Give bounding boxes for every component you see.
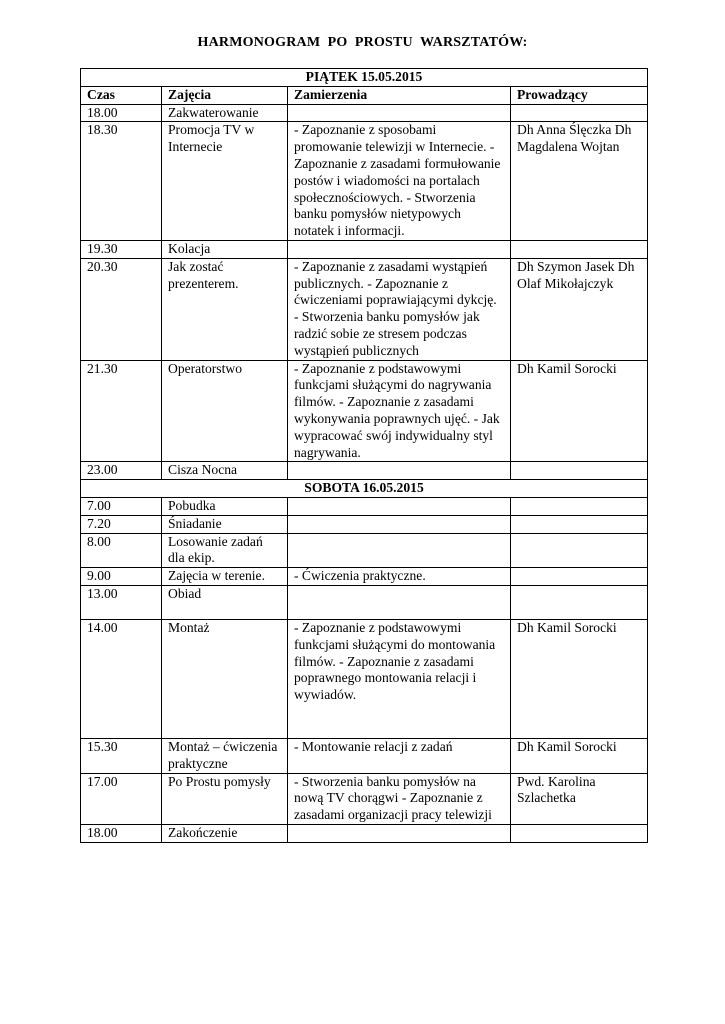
table-row: [81, 515, 648, 533]
leader-cell: [511, 585, 648, 619]
activity-cell: Operatorstwo: [162, 360, 288, 462]
leader-cell: Pwd. Karolina Szlachetka: [511, 773, 648, 824]
table-row: [81, 773, 648, 824]
leader-cell: [511, 824, 648, 842]
leader-cell: [511, 497, 648, 515]
leader-cell: [511, 240, 648, 258]
header-row: [81, 86, 648, 104]
table-row: [81, 738, 648, 773]
activity-cell: Cisza Nocna: [162, 462, 288, 480]
activity-cell: Kolacja: [162, 240, 288, 258]
goals-cell: [288, 240, 511, 258]
table-row: [81, 497, 648, 515]
leader-cell: Dh Kamil Sorocki: [511, 738, 648, 773]
goals-cell: [288, 497, 511, 515]
activity-cell: Montaż: [162, 619, 288, 738]
time-cell: 15.30: [81, 738, 162, 773]
activity-cell: Zakwaterowanie: [162, 104, 288, 122]
time-cell: 9.00: [81, 568, 162, 586]
time-cell: 18.30: [81, 122, 162, 241]
leader-cell: Dh Anna Ślęczka Dh Magdalena Wojtan: [511, 122, 648, 241]
table-row: [81, 258, 648, 360]
time-cell: 20.30: [81, 258, 162, 360]
page-title: HARMONOGRAM PO PROSTU WARSZTATÓW:: [197, 35, 528, 50]
goals-cell: [288, 585, 511, 619]
goals-cell: [288, 824, 511, 842]
day-label: PIĄTEK 15.05.2015: [81, 69, 648, 87]
table-row: [81, 619, 648, 738]
activity-cell: Montaż – ćwiczenia praktyczne: [162, 738, 288, 773]
leader-cell: Dh Kamil Sorocki: [511, 360, 648, 462]
header-zamierzenia: Zamierzenia: [288, 86, 511, 104]
activity-cell: Po Prostu pomysły: [162, 773, 288, 824]
activity-cell: Śniadanie: [162, 515, 288, 533]
table-row: [81, 240, 648, 258]
time-cell: 18.00: [81, 104, 162, 122]
goals-cell: [288, 462, 511, 480]
leader-cell: Dh Szymon Jasek Dh Olaf Mikołajczyk: [511, 258, 648, 360]
goals-cell: - Zapoznanie z sposobami promowanie telewizji w Internecie. - Zapoznanie z zasadami formułowanie postów i wiadomości na portalach społecznościowych. - Stworzenia banku pomysłów nietypowych notatek i informacji.: [288, 122, 511, 241]
day-label: SOBOTA 16.05.2015: [81, 480, 648, 498]
goals-cell: - Montowanie relacji z zadań: [288, 738, 511, 773]
time-cell: 18.00: [81, 824, 162, 842]
goals-cell: [288, 104, 511, 122]
leader-cell: [511, 462, 648, 480]
goals-cell: - Stworzenia banku pomysłów na nową TV chorągwi - Zapoznanie z zasadami organizacji pracy telewizji: [288, 773, 511, 824]
time-cell: 17.00: [81, 773, 162, 824]
leader-cell: Dh Kamil Sorocki: [511, 619, 648, 738]
table-row: [81, 824, 648, 842]
time-cell: 7.00: [81, 497, 162, 515]
activity-cell: Losowanie zadań dla ekip.: [162, 533, 288, 568]
table-row: [81, 585, 648, 619]
time-cell: 7.20: [81, 515, 162, 533]
table-row: [81, 360, 648, 462]
leader-cell: [511, 533, 648, 568]
goals-cell: - Ćwiczenia praktyczne.: [288, 568, 511, 586]
goals-cell: [288, 515, 511, 533]
header-prowadzacy: Prowadzący: [511, 86, 648, 104]
leader-cell: [511, 515, 648, 533]
day-row: [81, 69, 648, 87]
schedule-table: [80, 68, 648, 843]
table-row: [81, 462, 648, 480]
activity-cell: Obiad: [162, 585, 288, 619]
time-cell: 23.00: [81, 462, 162, 480]
table-row: [81, 568, 648, 586]
activity-cell: Pobudka: [162, 497, 288, 515]
activity-cell: Jak zostać prezenterem.: [162, 258, 288, 360]
time-cell: 14.00: [81, 619, 162, 738]
time-cell: 21.30: [81, 360, 162, 462]
time-cell: 8.00: [81, 533, 162, 568]
header-zajecia: Zajęcia: [162, 86, 288, 104]
activity-cell: Promocja TV w Internecie: [162, 122, 288, 241]
table-row: [81, 533, 648, 568]
table-row: [81, 104, 648, 122]
leader-cell: [511, 104, 648, 122]
goals-cell: - Zapoznanie z podstawowymi funkcjami służącymi do nagrywania filmów. - Zapoznanie z zasadami wykonywania poprawnych ujęć. - Jak wypracować swój indywidualny styl nagrywania.: [288, 360, 511, 462]
goals-cell: - Zapoznanie z podstawowymi funkcjami służącymi do montowania filmów. - Zapoznanie z zasadami poprawnego montowania relacji i wywiadów.: [288, 619, 511, 738]
activity-cell: Zakończenie: [162, 824, 288, 842]
goals-cell: - Zapoznanie z zasadami wystąpień publicznych. - Zapoznanie z ćwiczeniami poprawiającymi dykcję. - Stworzenia banku pomysłów jak radzić sobie ze stresem podczas wystąpień publicznych: [288, 258, 511, 360]
table-row: [81, 122, 648, 241]
activity-cell: Zajęcia w terenie.: [162, 568, 288, 586]
goals-cell: [288, 533, 511, 568]
header-czas: Czas: [81, 86, 162, 104]
time-cell: 19.30: [81, 240, 162, 258]
day-row: [81, 480, 648, 498]
time-cell: 13.00: [81, 585, 162, 619]
leader-cell: [511, 568, 648, 586]
